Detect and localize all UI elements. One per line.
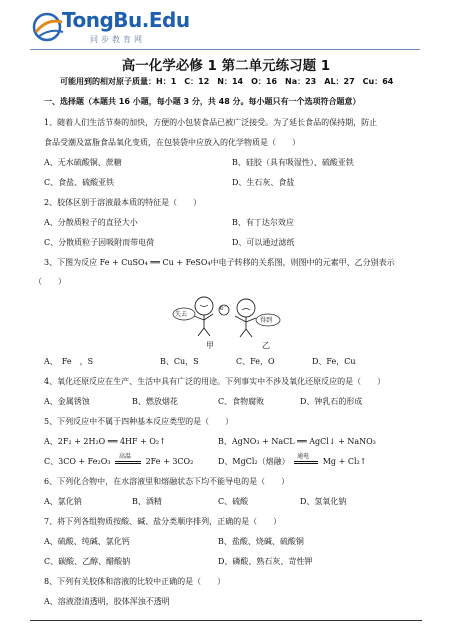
- q5-option-c-condition-arrow: [113, 453, 143, 467]
- q5-option-d-products: Mg + Cl₂↑: [322, 457, 367, 466]
- q2-stem: 2、胶体区别于溶液最本质的特征是（ ）: [44, 198, 202, 207]
- q2-option-c: C、分散质粒子因吸附而带电荷: [44, 238, 155, 247]
- q6-option-b: B、酒精: [132, 497, 162, 506]
- q1-option-a: A、无水硫酸铜、蔗糖: [44, 158, 122, 167]
- q1-option-d: D、生石灰、食盐: [232, 178, 295, 187]
- q5-option-c: [44, 453, 194, 467]
- q5-option-c-products: 2Fe + 3CO₂: [145, 457, 194, 466]
- logo-globe-icon: [32, 10, 66, 46]
- q1-stem-2: 食品受潮及富脂食品氧化变质，在包装袋中应放入的化学物质是（ ）: [44, 138, 300, 147]
- q4-option-a: A、金属锈蚀: [44, 397, 90, 406]
- q5-option-d: [218, 453, 367, 467]
- q6-option-c: C、硫酸: [218, 497, 249, 506]
- q2-option-d: D、可以通过滤纸: [232, 238, 295, 247]
- fig-label-yi: 乙: [262, 341, 270, 350]
- q2-option-a: A、分散质粒子的直径大小: [44, 218, 138, 227]
- q5-option-c-condition: 高温: [119, 453, 132, 460]
- fig-label-gain: 得到: [260, 317, 273, 324]
- q5-option-d-reactants: D、MgCl₂（熔融）: [218, 457, 290, 466]
- page-title: 高一化学必修 1 第二单元练习题 1: [121, 58, 331, 74]
- q7-option-a: A、硫酸、纯碱、氯化钙: [44, 537, 130, 546]
- q6-stem: 6、下列化合物中，在水溶液里和熔融状态下均不能导电的是（ ）: [44, 477, 290, 486]
- logo-text: TongBu.Edu: [62, 8, 190, 32]
- q5-option-d-condition-arrow: [292, 453, 320, 467]
- q6-option-a: A、氯化钠: [44, 497, 82, 506]
- section-heading: 一、选择题（本题共 16 小题，每小题 3 分，共 48 分。每小题只有一个选项符合题意）: [44, 97, 361, 106]
- electron-transfer-figure: [164, 294, 284, 338]
- q1-stem-1: 1、随着人们生活节奏的加快，方便的小包装食品已被广泛接受。为了延长食品的保持期，防止: [44, 118, 378, 127]
- q8-stem: 8、下列有关胶体和溶液的比较中正确的是（ ）: [44, 577, 226, 586]
- q3-option-b: B、Cu，S: [160, 357, 199, 366]
- q5-option-d-condition: 通电: [297, 453, 310, 460]
- q3-stem-2: （ ）: [34, 277, 66, 286]
- q3-option-d: D、Fe，Cu: [312, 357, 356, 366]
- q7-stem: 7、将下列各组物质按酸、碱、盐分类顺序排列，正确的是（ ）: [44, 517, 282, 526]
- q5-option-b: B、AgNO₃ + NaCL ══ AgCl↓ + NaNO₃: [218, 437, 376, 446]
- q5-option-a: A、2F₂ + 2H₂O ══ 4HF + O₂↑: [44, 437, 166, 446]
- fig-label-lose: 失去: [175, 311, 188, 318]
- tongbu-logo: [32, 8, 190, 50]
- q1-option-c: C、食盐、硫酸亚铁: [44, 178, 115, 187]
- footer-divider: [30, 620, 422, 621]
- fig-label-jia: 甲: [206, 341, 214, 350]
- q5-option-c-reactants: C、3CO + Fe₂O₃: [44, 457, 111, 466]
- q3-stem-1: 3、下图为反应 Fe + CuSO₄ ══ Cu + FeSO₄中电子转移的关系图，则图中的元素甲、乙分别表示: [44, 258, 395, 267]
- q7-option-b: B、盐酸、烧碱、硫酸铜: [218, 537, 304, 546]
- q4-option-d: D、钟乳石的形成: [300, 397, 363, 406]
- q1-option-b: B、硅胶（具有吸湿性）、硫酸亚铁: [232, 158, 354, 167]
- logo-subtitle: 同步教育网: [90, 35, 145, 44]
- q8-option-a: A、溶液澄清透明，胶体浑浊不透明: [44, 597, 170, 606]
- q4-option-c: C、食物腐败: [218, 397, 265, 406]
- q2-option-b: B、有丁达尔效应: [232, 218, 294, 227]
- fig-label-electron: e⁻: [220, 305, 227, 312]
- q7-option-c: C、碳酸、乙醇、醋酸钠: [44, 557, 131, 566]
- atomic-masses: 可能用到的相对原子质量：H：1 C：12 N：14 O：16 Na：23 AL：27 Cu：64: [60, 77, 394, 86]
- q4-option-b: B、燃放烟花: [132, 397, 178, 406]
- q5-stem: 5、下列反应中不属于四种基本反应类型的是（ ）: [44, 417, 234, 426]
- q6-option-d: D、氢氧化钠: [300, 497, 347, 506]
- q3-option-a: A、 Fe ，S: [44, 357, 94, 366]
- q4-stem: 4、氧化还原反应在生产、生活中具有广泛的用途。下列事实中不涉及氧化还原反应的是（ ）: [44, 377, 386, 386]
- header-divider: [30, 49, 420, 50]
- q7-option-d: D、磷酸、熟石灰、苛性钾: [218, 557, 313, 566]
- q3-option-c: C、Fe，O: [236, 357, 275, 366]
